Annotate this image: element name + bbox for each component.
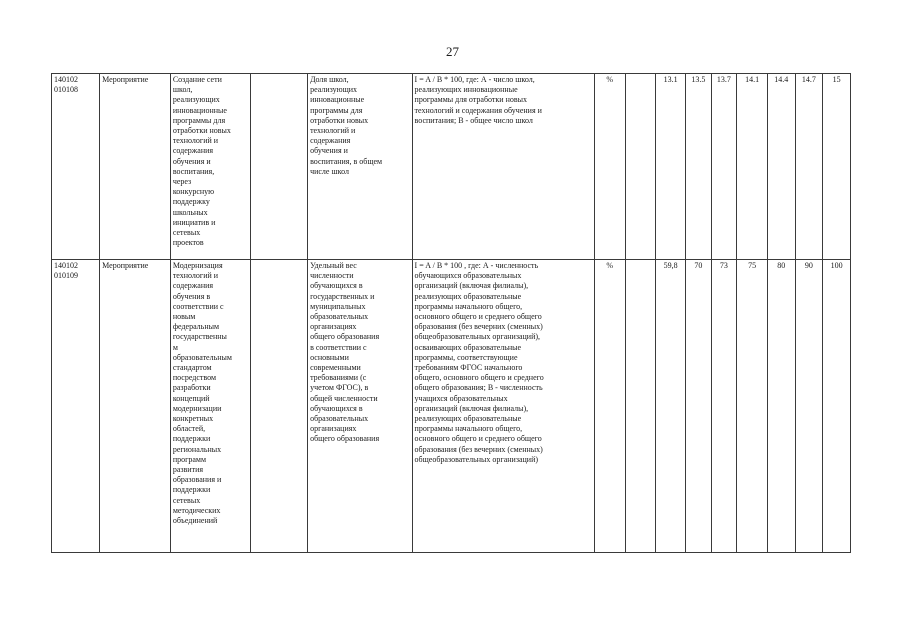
value-cell: 13.7 (711, 74, 737, 260)
type-cell: Мероприятие (100, 260, 171, 553)
page-number: 27 (446, 44, 459, 59)
value-cell: 14.7 (795, 74, 823, 260)
value-cell: 90 (795, 260, 823, 553)
measures-table (51, 73, 851, 553)
name-cell: Модернизация технологий и содержания обучения в соответствии с новым федеральным государственны м образовательным стандартом посредством разработки концепций модернизации конкретных областей, поддержки региональных программ развития образования и поддержки сетевых методических объединений (170, 260, 250, 553)
indicator-cell: Доля школ, реализующих инновационные программы для отработки новых технологий и содержания обучения и воспитания, в общем числе школ (308, 74, 412, 260)
code-cell: 140102 010109 (52, 260, 100, 553)
code-cell: 140102 010108 (52, 74, 100, 260)
base-cell (625, 260, 656, 553)
formula-cell: I = A / B * 100, где: А - число школ, реализующих инновационные программы для отработки новых технологий и содержания обучения и воспитания; В - общее число школ (412, 74, 594, 260)
value-cell: 14.4 (767, 74, 795, 260)
formula-cell: I = A / B * 100 , где: А - численность обучающихся образовательных организаций (включая филиалы), реализующих образовательные программы начального общего, основного общего и среднего общего образования (без вечерних (сменных) общеобразовательных организаций), осваивающих образовательные программы, соответствующие требованиям ФГОС начального общего, основного общего и среднего общего образования; В - численность учащихся образовательных организаций (включая филиалы), реализующих образовательные программы начального общего, основного общего и среднего общего образования (без вечерних (сменных) общеобразовательных организаций) (412, 260, 594, 553)
value-cell: 13.1 (656, 74, 686, 260)
empty-cell (250, 74, 307, 260)
indicator-cell: Удельный вес численности обучающихся в государственных и муниципальных образовательных организациях общего образования в соответствии с основными современными требованиями (с учетом ФГОС), в общей численности обучающихся в образовательных организациях общего образования (308, 260, 412, 553)
value-cell: 70 (686, 260, 712, 553)
name-cell: Создание сети школ, реализующих инновационные программы для отработки новых технологий и содержания обучения и воспитания, через конкурсную поддержку школьных инициатив и сетевых проектов (170, 74, 250, 260)
value-cell: 15 (823, 74, 851, 260)
value-cell: 59,8 (656, 260, 686, 553)
type-cell: Мероприятие (100, 74, 171, 260)
table-row (52, 74, 851, 260)
value-cell: 75 (737, 260, 768, 553)
value-cell: 73 (711, 260, 737, 553)
value-cell: 13.5 (686, 74, 712, 260)
value-cell: 100 (823, 260, 851, 553)
empty-cell (250, 260, 307, 553)
value-cell: 14.1 (737, 74, 768, 260)
value-cell: 80 (767, 260, 795, 553)
unit-cell: % (594, 260, 625, 553)
base-cell (625, 74, 656, 260)
table-row (52, 260, 851, 553)
unit-cell: % (594, 74, 625, 260)
